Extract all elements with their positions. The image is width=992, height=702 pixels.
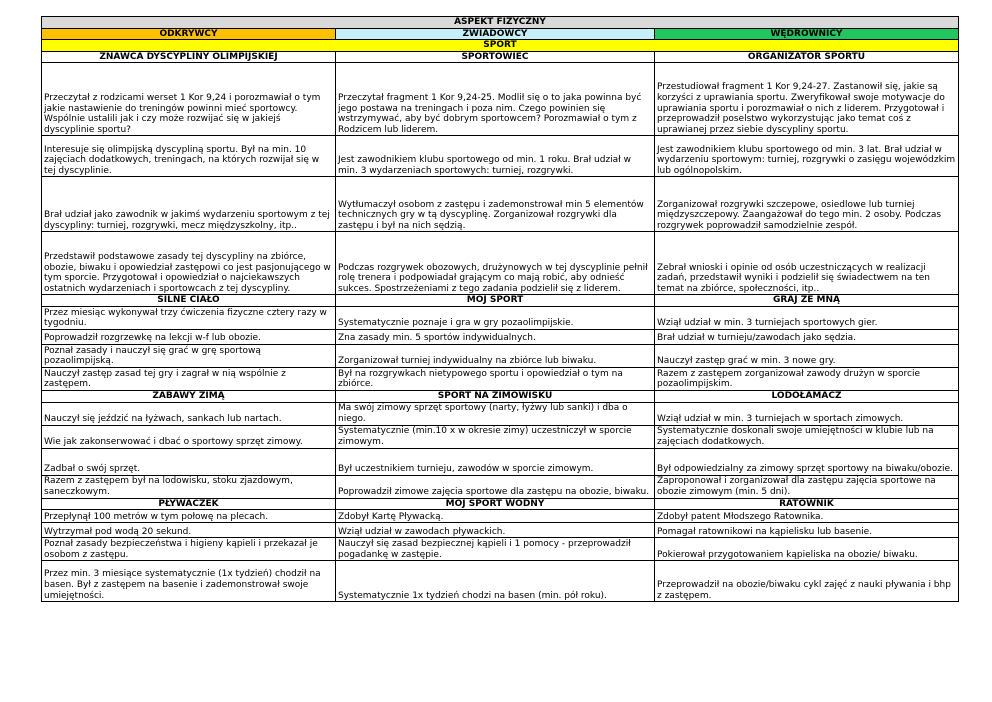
requirement-cell: Brał udział jako zawodnik w jakimś wydarzeniu sportowym z tej dyscypliny: turniej, rozgrywki, mecz międzyszkolny, itp.. [42, 177, 336, 232]
group-wedrownicy: WĘDROWNICY [655, 28, 959, 40]
section-header-row [42, 51, 959, 63]
sport-label: SPORT [42, 40, 959, 52]
requirement-cell: Jest zawodnikiem klubu sportowego od min. 1 roku. Brał udział w min. 3 wydarzeniach sportowych: turniej, rozgrywki. [336, 136, 655, 177]
requirement-cell: Zadbał o swój sprzęt. [42, 448, 336, 475]
table-row [42, 510, 959, 523]
requirement-cell: Nauczył się jeździć na łyżwach, sankach lub nartach. [42, 402, 336, 425]
requirement-cell: Pomagał ratownikowi na kąpielisku lub basenie. [655, 523, 959, 538]
table-row [42, 344, 959, 367]
requirement-cell: Zdobył patent Młodszego Ratownika. [655, 510, 959, 523]
section-header: MÓJ SPORT WODNY [336, 498, 655, 510]
requirement-cell: Zorganizował turniej indywidualny na zbiórce lub biwaku. [336, 344, 655, 367]
section-header: SILNE CIAŁO [42, 295, 336, 307]
requirement-cell: Systematycznie poznaje i gra w gry pozaolimpijskie. [336, 306, 655, 329]
requirement-cell: Przeczytał z rodzicami werset 1 Kor 9,24 i porozmawiał o tym jakie nastawienie do treningów powinni mieć sportowcy. Wspólnie ustalili jak i czy może rozwijać się w jakiejś dyscyplinie sportu? [42, 63, 336, 136]
requirement-cell: Poprowadził rozgrzewkę na lekcji w-f lub obozie. [42, 329, 336, 344]
requirement-cell: Był na rozgrywkach nietypowego sportu i opowiedział o tym na zbiórce. [336, 367, 655, 390]
table-row [42, 425, 959, 448]
section-header: SPORT NA ZIMOWISKU [336, 390, 655, 402]
requirement-cell: Jest zawodnikiem klubu sportowego od min. 3 lat. Brał udział w wydarzeniu sportowym: turniej, rozgrywki o zasięgu wojewódzkim lub ogólnopolskim. [655, 136, 959, 177]
requirement-cell: Był odpowiedzialny za zimowy sprzęt sportowy na biwaku/obozie. [655, 448, 959, 475]
requirement-cell: Razem z zastępem był na lodowisku, stoku zjazdowym, saneczkowym. [42, 475, 336, 498]
requirement-cell: Wie jak zakonserwować i dbać o sportowy sprzęt zimowy. [42, 425, 336, 448]
section-header: ZABAWY ZIMĄ [42, 390, 336, 402]
section-header: RATOWNIK [655, 498, 959, 510]
table-row [42, 538, 959, 561]
table-row [42, 448, 959, 475]
table-row [42, 402, 959, 425]
section-header-row [42, 498, 959, 510]
section-header: ZNAWCA DYSCYPLINY OLIMPIJSKIEJ [42, 51, 336, 63]
group-zwiadowcy: ZWIADOWCY [336, 28, 655, 40]
requirement-cell: Systematycznie (min.10 x w okresie zimy) uczestniczył w sporcie zimowym. [336, 425, 655, 448]
requirement-cell: Podczas rozgrywek obozowych, drużynowych w tej dyscyplinie pełnił rolę trenera i podpowiadał grającym co mają robić, aby odnieść sukces. Spostrzeżeniami z tego zadania podzielił się z liderem. [336, 232, 655, 295]
table-row [42, 475, 959, 498]
section-header: PŁYWACZEK [42, 498, 336, 510]
requirement-cell: Przeczytał fragment 1 Kor 9,24-25. Modlił się o to jaka powinna być jego postawa na treningach i poza nim. Czego powinien się wstrzymywać, aby być dobrym sportowcem? Porozmawiał o tym z Rodzicem lub liderem. [336, 63, 655, 136]
table-row [42, 136, 959, 177]
table-row [42, 232, 959, 295]
sections [42, 51, 959, 601]
section-header: MÓJ SPORT [336, 295, 655, 307]
requirement-cell: Nauczył zastęp grać w min. 3 nowe gry. [655, 344, 959, 367]
sport-row [42, 40, 959, 52]
section-header: SPORTOWIEC [336, 51, 655, 63]
requirement-cell: Zdobył Kartę Pływacką. [336, 510, 655, 523]
requirement-cell: Systematycznie doskonali swoje umiejętności w klubie lub na zajęciach dodatkowych. [655, 425, 959, 448]
table-row [42, 561, 959, 602]
requirement-cell: Wziął udział w min. 3 turniejach sportowych gier. [655, 306, 959, 329]
requirement-cell: Wytłumaczył osobom z zastępu i zademonstrował min 5 elementów technicznych gry w tą dyscyplinę. Zorganizował rozgrywki dla zastępu i był na nich sędzią. [336, 177, 655, 232]
section-header: GRAJ ZE MNĄ [655, 295, 959, 307]
requirement-cell: Poprowadził zimowe zajęcia sportowe dla zastępu na obozie, biwaku. [336, 475, 655, 498]
requirement-cell: Wziął udział w zawodach pływackich. [336, 523, 655, 538]
section-header-row [42, 390, 959, 402]
requirement-cell: Poznał zasady i nauczył się grać w grę sportową pozaolimpijską. [42, 344, 336, 367]
section-header: LODOŁAMACZ [655, 390, 959, 402]
requirement-cell: Brał udział w turnieju/zawodach jako sędzia. [655, 329, 959, 344]
sheet-title: ASPEKT FIZYCZNY [42, 17, 959, 29]
requirement-cell: Zebrał wnioski i opinie od osób uczestniczących w realizacji zadań, przedstawił wyniki i podzielił się świadectwem na ten temat na zbiórce, społeczności, itp.. [655, 232, 959, 295]
requirement-cell: Pokierował przygotowaniem kąpieliska na obozie/ biwaku. [655, 538, 959, 561]
requirement-cell: Ma swój zimowy sprzęt sportowy (narty, łyżwy lub sanki) i dba o niego. [336, 402, 655, 425]
table-row [42, 63, 959, 136]
table-row [42, 329, 959, 344]
table-row [42, 177, 959, 232]
requirement-cell: Przeprowadził na obozie/biwaku cykl zajęć z nauki pływania i bhp z zastępem. [655, 561, 959, 602]
requirement-cell: Nauczył zastęp zasad tej gry i zagrał w nią wspólnie z zastępem. [42, 367, 336, 390]
requirement-cell: Przepłynął 100 metrów w tym połowę na plecach. [42, 510, 336, 523]
requirement-cell: Zaproponował i zorganizował dla zastępu zajęcia sportowe na obozie zimowym (min. 5 dni). [655, 475, 959, 498]
group-odkrywcy: ODKRYWCY [42, 28, 336, 40]
requirement-cell: Wytrzymał pod wodą 20 sekund. [42, 523, 336, 538]
requirement-cell: Zorganizował rozgrywki szczepowe, osiedlowe lub turniej międzyszczepowy. Zaangażował do tego min. 2 osoby. Podczas rozgrywek poprowadził samodzielnie zespół. [655, 177, 959, 232]
requirement-cell: Razem z zastępem zorganizował zawody drużyn w sporcie pozaolimpijskim. [655, 367, 959, 390]
requirement-cell: Interesuje się olimpijską dyscypliną sportu. Był na min. 10 zajęciach dodatkowych, treningach, na których rozwijał się w tej dyscyplinie. [42, 136, 336, 177]
table-row [42, 367, 959, 390]
requirement-cell: Przestudiował fragment 1 Kor 9,24-27. Zastanowił się, jakie są korzyści z uprawiania sportu. Zweryfikował swoje motywacje do uprawiania sportu i porozmawiał o nich z liderem. Przygotował i przeprowadził poselstwo wykorzystując jako temat coś z uprawianej przez siebie dyscypliny sportu. [655, 63, 959, 136]
requirement-cell: Przez min. 3 miesiące systematycznie (1x tydzień) chodził na basen. Był z zastępem na basenie i zademonstrował swoje umiejętności. [42, 561, 336, 602]
requirement-cell: Był uczestnikiem turnieju, zawodów w sporcie zimowym. [336, 448, 655, 475]
section-header-row [42, 295, 959, 307]
requirement-cell: Przez miesiąc wykonywał trzy ćwiczenia fizyczne cztery razy w tygodniu. [42, 306, 336, 329]
table-row [42, 306, 959, 329]
section-header: ORGANIZATOR SPORTU [655, 51, 959, 63]
fitness-badge-table [41, 16, 959, 602]
title-row [42, 17, 959, 29]
requirement-cell: Wziął udział w min. 3 turniejach w sportach zimowych. [655, 402, 959, 425]
requirement-cell: Systematycznie 1x tydzień chodzi na basen (min. pół roku). [336, 561, 655, 602]
groups-row [42, 28, 959, 40]
requirement-cell: Przedstawił podstawowe zasady tej dyscypliny na zbiórce, obozie, biwaku i opowiedział zastępowi co jest pasjonującego w tym sporcie. Przygotował i opowiedział o najciekawszych ostatnich wydarzeniach i sportowcach z tej dyscypliny. [42, 232, 336, 295]
requirement-cell: Nauczył się zasad bezpiecznej kąpieli i 1 pomocy - przeprowadził pogadankę w zastępie. [336, 538, 655, 561]
requirement-cell: Poznał zasady bezpieczeństwa i higieny kąpieli i przekazał je osobom z zastępu. [42, 538, 336, 561]
table-row [42, 523, 959, 538]
requirement-cell: Zna zasady min. 5 sportów indywidualnych. [336, 329, 655, 344]
